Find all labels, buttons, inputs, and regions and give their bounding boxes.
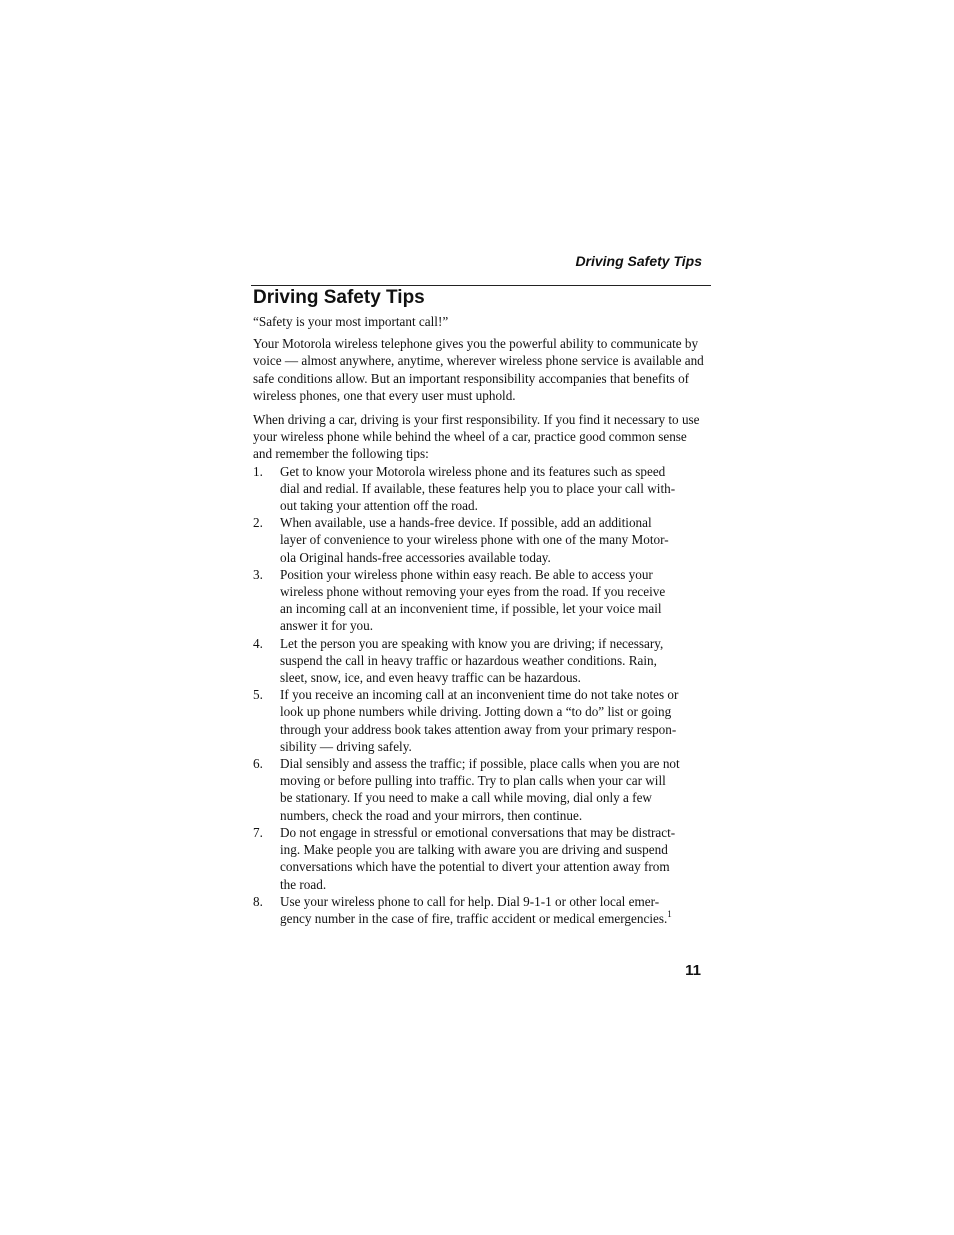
tip-line: the road. [280, 876, 327, 892]
tip-text [280, 893, 705, 927]
tip-line: sibility — driving safely. [280, 738, 412, 754]
tip-line: be stationary. If you need to make a call while moving, dial only a few [280, 790, 652, 806]
tip-number: 2. [253, 515, 263, 531]
page-number: 11 [685, 962, 701, 979]
tip-line: If you receive an incoming call at an inconvenient time do not take notes or [280, 687, 679, 703]
tip-number: 6. [253, 756, 263, 772]
tip-line: ola Original hands-free accessories available today. [280, 549, 551, 565]
running-head: Driving Safety Tips [575, 253, 702, 269]
tip-line: When available, use a hands-free device. If possible, add an additional [280, 515, 652, 531]
tip-text [280, 514, 705, 566]
tip-text [280, 755, 705, 824]
footnote-marker: 1 [667, 908, 672, 919]
section-title: Driving Safety Tips [253, 287, 425, 308]
tip-line: through your address book takes attention away from your primary respon- [280, 721, 677, 737]
tip-text [280, 824, 705, 893]
responsibility-paragraph: When driving a car, driving is your first responsibility. If you find it necessary to use your wireless phone while behind the wheel of a car, practice good common sense and remember the following tips: [253, 412, 700, 462]
tip-item [253, 514, 705, 566]
tip-line: numbers, check the road and your mirrors, then continue. [280, 807, 583, 823]
tip-line: dial and redial. If available, these features help you to place your call with- [280, 480, 676, 496]
tip-number: 1. [253, 463, 263, 479]
tip-line: Use your wireless phone to call for help. Dial 9-1-1 or other local emer- [280, 893, 660, 909]
tip-number: 7. [253, 824, 263, 840]
tip-item [253, 686, 705, 755]
tip-line: Let the person you are speaking with know you are driving; if necessary, [280, 635, 664, 651]
tip-line: moving or before pulling into traffic. Try to plan calls when your car will [280, 773, 666, 789]
tip-text [280, 686, 705, 755]
tip-line: Position your wireless phone within easy reach. Be able to access your [280, 566, 653, 582]
tip-text [280, 566, 705, 635]
tip-item [253, 463, 705, 515]
safety-quote: “Safety is your most important call!” [253, 314, 449, 329]
tip-line: look up phone numbers while driving. Jotting down a “to do” list or going [280, 704, 672, 720]
tip-number: 3. [253, 566, 263, 582]
tip-line: sleet, snow, ice, and even heavy traffic can be hazardous. [280, 670, 581, 686]
tip-line: wireless phone without removing your eyes from the road. If you receive [280, 584, 666, 600]
tip-item [253, 635, 705, 687]
tips-list [253, 463, 705, 927]
tip-text [280, 635, 705, 687]
tip-line: answer it for you. [280, 618, 374, 634]
tip-item [253, 566, 705, 635]
tip-item [253, 893, 705, 927]
intro-paragraph: Your Motorola wireless telephone gives you the powerful ability to communicate by voice — almost anywhere, anytime, wherever wireless phone service is available and safe conditions allow. But an important responsibility accompanies that benefits of wireless phones, one that every user must uphold. [253, 336, 704, 403]
tip-item [253, 824, 705, 893]
tip-item [253, 755, 705, 824]
page-content [253, 286, 705, 927]
tip-number: 5. [253, 687, 263, 703]
tip-line: an incoming call at an inconvenient time, if possible, let your voice mail [280, 601, 662, 617]
tip-line: gency number in the case of fire, traffic accident or medical emergencies. [280, 910, 668, 926]
tip-line: conversations which have the potential to divert your attention away from [280, 859, 670, 875]
tip-number: 4. [253, 635, 263, 651]
tip-line: out taking your attention off the road. [280, 498, 478, 514]
tip-text [280, 463, 705, 515]
tip-line: Get to know your Motorola wireless phone and its features such as speed [280, 463, 666, 479]
tip-line: layer of convenience to your wireless phone with one of the many Motor- [280, 532, 669, 548]
tip-number: 8. [253, 893, 263, 909]
tip-line: Dial sensibly and assess the traffic; if possible, place calls when you are not [280, 756, 680, 772]
tip-line: ing. Make people you are talking with aware you are driving and suspend [280, 842, 668, 858]
tip-line: suspend the call in heavy traffic or hazardous weather conditions. Rain, [280, 652, 657, 668]
tip-line: Do not engage in stressful or emotional conversations that may be distract- [280, 824, 676, 840]
